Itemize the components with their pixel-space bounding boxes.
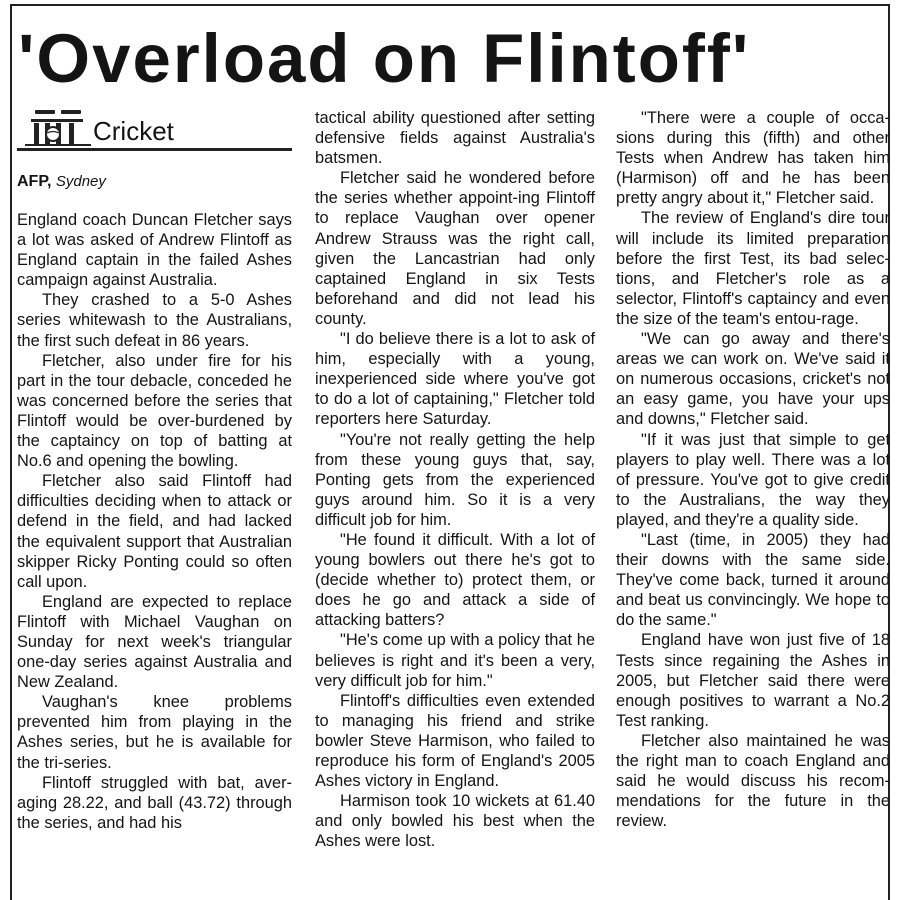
paragraph: Fletcher also said Flintoff had difficulties deciding when to attack or defend in the field, and had lacked the equivalent support that Australian skipper Ricky Ponting could so often call upon.	[17, 472, 292, 591]
byline	[17, 172, 106, 192]
paragraph: "He's come up with a policy that he believes is right and it's been a very, very difficult job for him."	[315, 631, 595, 690]
paragraph: Vaughan's knee problems prevented him from playing in the Ashes series, but he is available for the tri-series.	[17, 693, 292, 772]
paragraph: "I do believe there is a lot to ask of him, especially with a young, inexperienced side where you've got to do a lot of captaining," Fletcher told reporters here Saturday.	[315, 330, 595, 429]
paragraph: Harmison took 10 wickets at 61.40 and only bowled his best when the Ashes were lost.	[315, 792, 595, 851]
paragraph: The review of England's dire tour will include its limited preparation before the first Test, its bad selec-tions, and Fletcher's role as a selector, Flintoff's captaincy and even the size of the team's entou-rage.	[616, 209, 890, 328]
section-rule	[17, 148, 292, 151]
headline: 'Overload on Flintoff'	[18, 20, 751, 97]
paragraph: England are expected to replace Flintoff with Michael Vaughan on Sunday for next week's triangular one-day series against Australia and New Zealand.	[17, 592, 292, 692]
paragraph: Fletcher also maintained he was the right man to coach England and said he would discuss his recom-mendations for the future in the review.	[616, 731, 890, 831]
article-column-1	[17, 210, 292, 833]
paragraph: "If it was just that simple to get players to play well. There was a lot of pressure. You've got to give credit to the Australians, the way they played, and they're a quality side.	[616, 430, 890, 529]
paragraph: England coach Duncan Fletcher says a lot was asked of Andrew Flintoff as England captain in the failed Ashes campaign against Australia.	[17, 211, 292, 290]
paragraph: Fletcher said he wondered before the series whether appoint-ing Flintoff to replace Vaughan over opener Andrew Strauss was the right call, given the Lancastrian had only captained England in six Tests beforehand and did not lead his county.	[315, 169, 595, 328]
paragraph: Flintoff's difficulties even extended to managing his friend and strike bowler Steve Harmison, who failed to reproduce his form of England's 2005 Ashes victory in England.	[315, 691, 595, 791]
paragraph: "He found it difficult. With a lot of young bowlers out there he's got to (decide whether to) protect them, or does he go and attack a side of attacking batters?	[315, 530, 595, 630]
paragraph: England have won just five of 18 Tests since regaining the Ashes in 2005, but Fletcher said there were enough positives to warrant a No.2 Test ranking.	[616, 631, 890, 730]
paragraph: They crashed to a 5-0 Ashes series whitewash to the Australians, the first such defeat in 86 years.	[17, 291, 292, 350]
paragraph: "Last (time, in 2005) they had their downs with the same side. They've come back, turned it around and beat us convincingly. We hope to do the same."	[616, 530, 890, 630]
paragraph: tactical ability questioned after setting defensive fields against Australia's batsmen.	[315, 109, 595, 168]
article-column-2	[315, 108, 595, 851]
byline-city: Sydney	[55, 173, 106, 190]
top-border	[10, 4, 890, 6]
paragraph: "There were a couple of occa-sions during this (fifth) and other Tests when Andrew has taken him (Harmison) off and he has been pretty angry about it," Fletcher said.	[616, 109, 890, 208]
paragraph: "We can go away and there's areas we can work on. We've said it on numerous occasions, cricket's not an easy game, you have your ups and downs," Fletcher said.	[616, 330, 890, 429]
section-header	[17, 108, 292, 150]
byline-agency: AFP,	[17, 173, 52, 190]
section-label: Cricket	[93, 116, 174, 146]
article-column-3	[616, 108, 890, 831]
paragraph: Fletcher, also under fire for his part in the tour debacle, conceded he was concerned before the series that Flintoff would be over-burdened by the captaincy on top of batting at No.6 and opening the bowling.	[17, 351, 292, 471]
cricket-stumps-icon	[25, 108, 95, 146]
paragraph: "You're not really getting the help from these young guys that, say, Ponting gets from the experienced guys around him. So it is a very difficult job for him.	[315, 430, 595, 529]
left-border	[10, 4, 12, 900]
paragraph: Flintoff struggled with bat, aver-aging 28.22, and ball (43.72) through the series, and had his	[17, 773, 292, 832]
